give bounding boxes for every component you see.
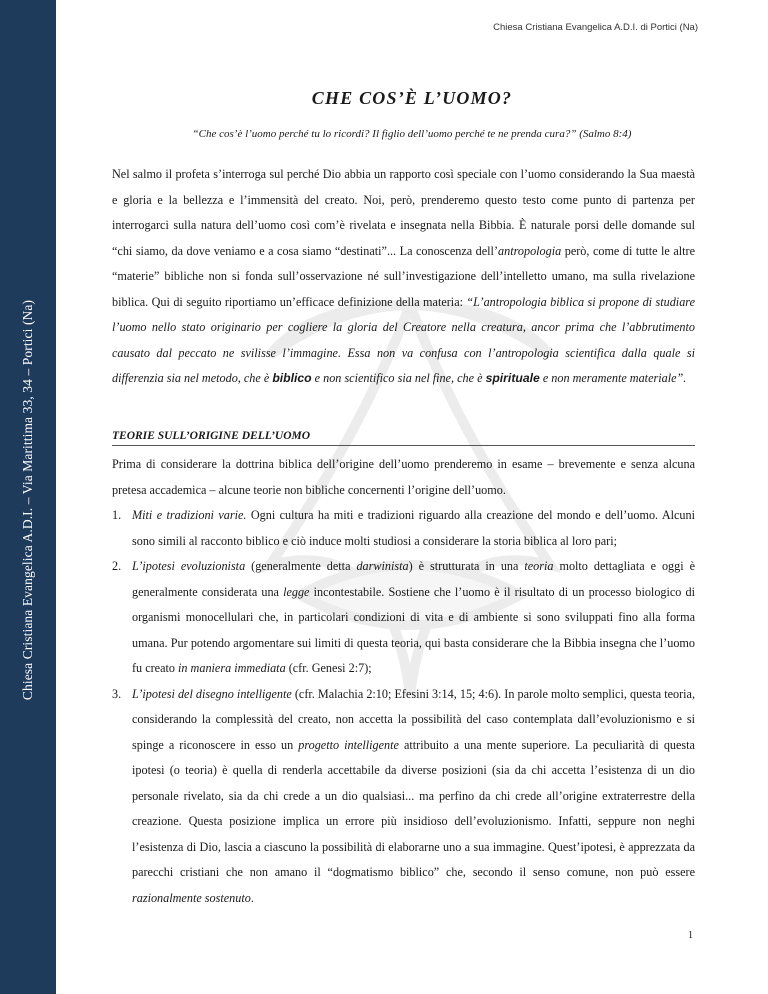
section-title: TEORIE SULL’ORIGINE DELL’UOMO [112,430,695,446]
list-item: 3. L’ipotesi del disegno intelligente (cfr. Malachia 2:10; Efesini 3:14, 15; 4:6). In parole molto semplici, questa teoria, considerando la complessità del creato, non accetta la possibilità del caso contemplata dall’evoluzionismo e si spinge a riconoscere in esso un progetto intelligente attribuito a una mente superiore. La peculiarità di questa ipotesi (o teoria) è quella di renderla accettabile da diverse posizioni (sia da chi accetta l’esistenza di un dio personale rivelato, sia da chi crede a un dio qualsiasi... ma perfino da chi crede all’origine extraterrestre della creazione. Questa posizione implica un errore più insidioso dell’evoluzionismo. Infatti, seppure non neghi l’esistenza di Dio, lascia a ciascuno la possibilità di elaborarne uno a sua immagine. Quest’ipotesi, è apprezzata da parecchi cristiani che non amano il “dogmatismo biblico” che, secondo il senso comune, non può essere razionalmente sostenuto. [112,686,695,905]
epigraph: “Che cos’è l’uomo perché tu lo ricordi? Il figlio dell’uomo perché te ne prenda cura?” (Salmo 8:4) [192,128,632,140]
page-number: 1 [688,930,693,941]
list-item: 2. L’ipotesi evoluzionista (generalmente detta darwinista) è strutturata in una teoria molto dettagliata e oggi è generalmente considerata una legge incontestabile. Sostiene che l’uomo è il risultato di un processo biologico di organismi monocellulari che, in particolari condizioni di vita e di ambiente si sono sviluppati fino alla forma umana. Pur potendo argomentare sui limiti di questa teoria, qui basta considerare che la Bibbia insegna che l’uomo fu creato in maniera immediata (cfr. Genesi 2:7); [112,559,695,675]
page-title: CHE COS’È L’UOMO? [311,88,513,108]
theory-list [112,503,695,911]
sidebar [0,0,56,994]
list-item: 1. Miti e tradizioni varie. Ogni cultura ha miti e tradizioni riguardo alla creazione del mondo e dell’uomo. Alcuni sono simili al racconto biblico e ciò induce molti studiosi a considerare la storia biblica al loro pari; [112,508,695,548]
section-intro: Prima di considerare la dottrina biblica dell’origine dell’uomo prenderemo in esame – brevemente e senza alcuna pretesa accademica – alcune teorie non bibliche concernenti l’origine dell’uomo. [112,457,695,497]
page-header: Chiesa Cristiana Evangelica A.D.I. di Portici (Na) [493,22,698,33]
intro-paragraph: Nel salmo il profeta s’interroga sul perché Dio abbia un rapporto così speciale con l’uomo considerando la Sua maestà e gloria e la bellezza e l’immensità del creato. Noi, però, prenderemo questo testo come punto di partenza per interrogarci sulla natura dell’uomo così com’è rivelata e insegnata nella Bibbia. È naturale porsi delle domande sul “chi siamo, da dove veniamo e a cosa siamo “destinati”... La conoscenza dell’antropologia però, come di tutte le altre “materie” bibliche non si fonda sull’osservazione né sull’investigazione dell’intelletto umano, ma sulla rivelazione biblica. Qui di seguito riportiamo un’efficace definizione della materia: “L’antropologia biblica si propone di studiare l’uomo nello stato originario per cogliere la gloria del Creatore nella creatura, ancor prima che l’abbrutimento causato dal peccato ne svilisse l’immagine. Essa non va confusa con l’antropologia scientifica dalla quale si differenzia sia nel metodo, che è biblico e non scientifico sia nel fine, che è spirituale e non meramente materiale”. [112,167,695,385]
sidebar-text: Chiesa Cristiana Evangelica A.D.I. – Via Marittima 33, 34 – Portici (Na) [20,299,35,701]
